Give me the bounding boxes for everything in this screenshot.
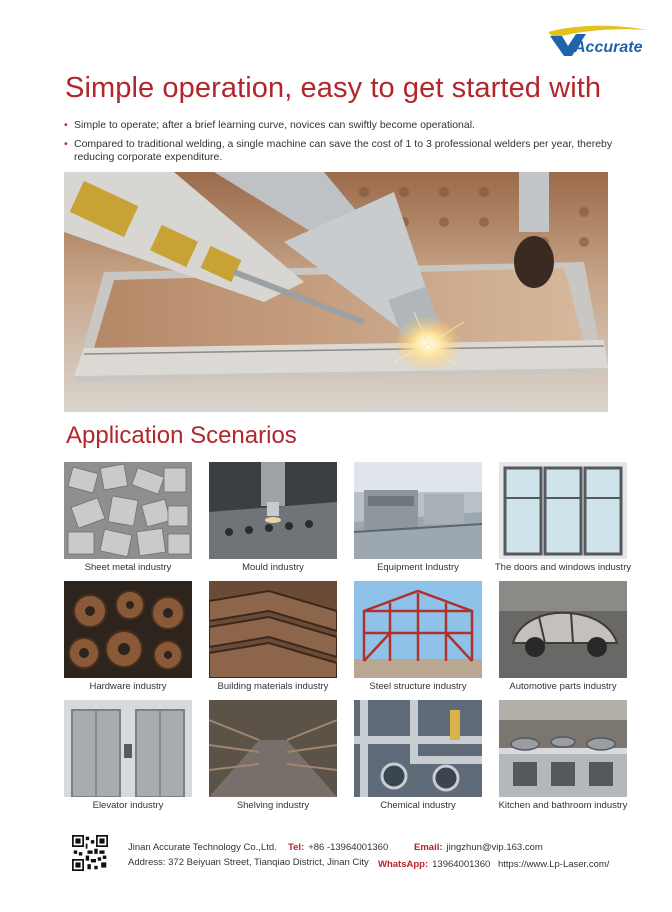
scenario-tile — [209, 581, 337, 697]
scenario-label: Building materials industry — [217, 681, 329, 692]
scenario-tile — [354, 462, 482, 578]
whatsapp-number[interactable]: 13964001360 — [432, 859, 491, 870]
welding-photo — [64, 172, 608, 412]
application-grid — [64, 462, 630, 816]
scenario-label: The doors and windows industry — [494, 562, 632, 573]
company-address: Address: 372 Beiyuan Street, Tianqiao District, Jinan City — [128, 857, 369, 868]
section-title: Application Scenarios — [66, 422, 297, 449]
whatsapp-label: WhatsApp: — [378, 859, 429, 870]
accurate-logo — [546, 22, 650, 60]
elevator-image — [64, 700, 192, 797]
email-address[interactable]: jingzhun@vip.163.com — [446, 842, 543, 853]
automotive-image — [499, 581, 627, 678]
scenario-tile — [499, 581, 627, 697]
scenario-tile — [209, 462, 337, 578]
scenario-label: Equipment Industry — [377, 562, 459, 573]
scenario-tile — [354, 581, 482, 697]
scenario-tile — [494, 462, 632, 578]
scenario-tile — [209, 700, 337, 816]
doors-windows-image — [499, 462, 627, 559]
hardware-image — [64, 581, 192, 678]
scenario-label: Shelving industry — [236, 800, 310, 811]
email-label: Email: — [414, 842, 443, 853]
phone-number[interactable]: +86 -13964001360 — [308, 842, 389, 853]
company-name: Jinan Accurate Technology Co.,Ltd. — [128, 842, 277, 853]
chemical-image — [354, 700, 482, 797]
shelving-image — [209, 700, 337, 797]
qr-code-icon[interactable] — [72, 835, 108, 871]
sheet-metal-image — [64, 462, 192, 559]
scenario-label: Steel structure industry — [369, 681, 467, 692]
scenario-tile — [499, 700, 627, 816]
logo-wordmark: Accurate — [574, 39, 643, 56]
website-link[interactable]: https://www.Lp-Laser.com/ — [498, 859, 610, 870]
kitchen-image — [499, 700, 627, 797]
bullet-item: • Compared to traditional welding, a single machine can save the cost of 1 to 3 professional welders per year, thereby reducing corporate expenditure. — [64, 138, 624, 164]
bullet-item: • Simple to operate; after a brief learning curve, novices can swiftly become operational. — [64, 119, 624, 132]
scenario-label: Chemical industry — [380, 800, 456, 811]
scenario-label: Automotive parts industry — [509, 681, 617, 692]
phone-label: Tel: — [288, 842, 305, 853]
equipment-image — [354, 462, 482, 559]
scenario-label: Elevator industry — [92, 800, 164, 811]
scenario-tile — [64, 700, 192, 816]
whatsapp-line — [378, 859, 490, 870]
scenario-label: Mould industry — [242, 562, 304, 573]
scenario-tile — [354, 700, 482, 816]
mould-image — [209, 462, 337, 559]
scenario-label: Sheet metal industry — [84, 562, 172, 573]
footer — [0, 830, 672, 880]
headline: Simple operation, easy to get started with — [65, 72, 602, 104]
email-line — [414, 842, 543, 853]
scenario-label: Kitchen and bathroom industry — [498, 800, 628, 811]
scenario-label: Hardware industry — [89, 681, 167, 692]
building-materials-image — [209, 581, 337, 678]
phone-line — [288, 842, 388, 853]
bullet-list — [64, 119, 624, 170]
scenario-tile — [64, 462, 192, 578]
steel-structure-image — [354, 581, 482, 678]
scenario-tile — [64, 581, 192, 697]
